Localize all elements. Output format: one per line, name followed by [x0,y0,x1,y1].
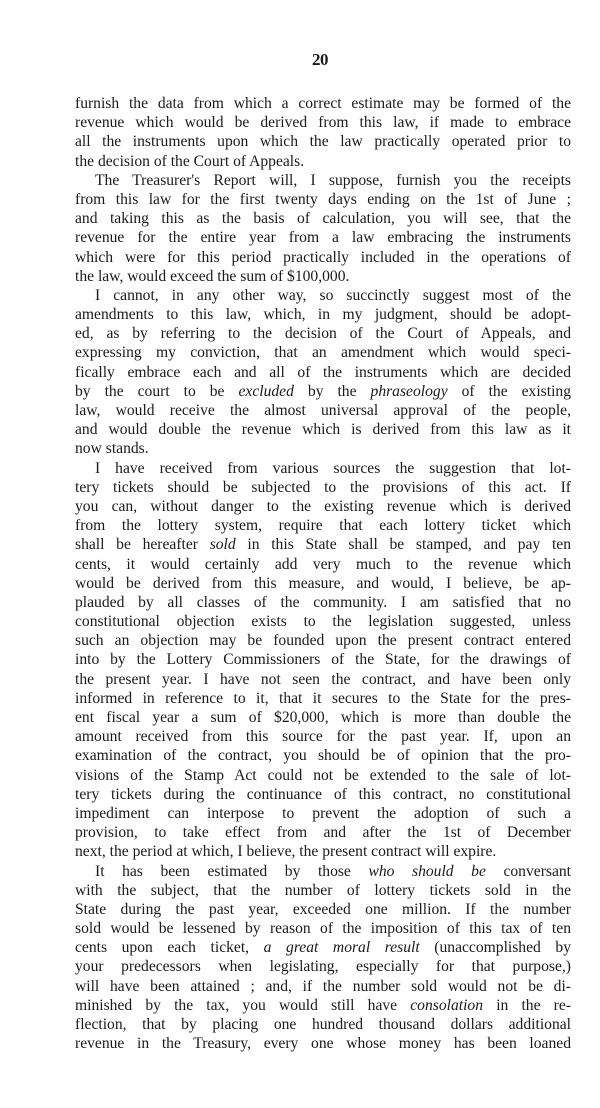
text-line: flection, that by placing one hundred thousand dollars additional [75,1016,571,1033]
paragraph [75,171,571,286]
text-line: State during the past year, exceeded one million. If the number [75,900,571,918]
text-line: tery tickets should be subjected to the provisions of this act. If [75,478,571,496]
text-line: the decision of the Court of Appeals. [75,152,305,170]
text-fragment: of the existing [447,382,571,400]
text-line: revenue which would be derived from this law, if made to embrace [75,114,571,132]
text-fragment: minished by the tax, you would still have [75,996,411,1014]
text-line: all the instruments upon which the law practically operated prior to [75,133,571,151]
text-line: law, would receive the almost universal approval of the people, [75,402,571,419]
text-line: cents, it would certainly add very much to the revenue which [75,555,571,573]
text-line: sold would be lessened by reason of the imposition of this tax of ten [75,920,571,938]
text-line: next, the period at which, I believe, the present contract will expire. [75,843,497,861]
text-line: will have been attained ; and, if the number sold would not be di- [75,977,571,995]
text-line [75,535,571,554]
text-line: tery tickets during the continuance of this contract, no constitutional [75,785,571,803]
text-line: would be derived from this measure, and would, I believe, be ap- [75,574,571,592]
text-line: ed, as by referring to the decision of the Court of Appeals, and [75,325,571,343]
text-line [75,382,571,401]
text-line: informed in reference to it, that it secures to the State for the pres- [75,689,571,707]
text-line: into by the Lottery Commissioners of the State, for the drawings of [75,651,571,669]
italic-phrase: excluded [238,382,294,400]
text-line: from this law for the first twenty days ending on the 1st of June ; [75,190,571,208]
text-line: fically embrace each and all of the instruments which are decided [75,363,571,381]
text-line: The Treasurer's Report will, I suppose, furnish you the receipts [95,171,571,189]
text-fragment: shall be hereafter [75,536,210,554]
text-line: revenue for the entire year from a law embracing the instruments [75,229,571,247]
text-fragment: conversant [485,862,572,880]
text-fragment: in the re- [483,996,571,1014]
text-fragment: It has been estimated by those [95,862,369,880]
text-line: and taking this as the basis of calculation, you will see, that the [75,210,571,228]
page-number: 20 [312,50,328,69]
text-line: with the subject, that the number of lottery tickets sold in the [75,881,571,899]
text-fragment: by the court to be [75,382,239,400]
text-line: which were for this period practically included in the operations of [75,248,571,266]
text-line [75,996,571,1015]
text-line [75,938,571,957]
italic-phrase: phraseology [370,382,448,400]
text-fragment: in this State shall be stamped, and pay ten [235,536,571,554]
text-line: constitutional objection exists to the legislation suggested, unless [75,613,571,631]
italic-phrase: sold [209,536,236,554]
text-line: I have received from various sources the suggestion that lot- [95,459,571,477]
text-line: the law, would exceed the sum of $100,000. [75,267,350,285]
italic-phrase: consolation [410,996,484,1014]
text-line: and would double the revenue which is derived from this law as it [75,421,571,439]
text-line: impediment can interpose to prevent the adoption of such a [75,804,571,822]
text-line: your predecessors when legislating, especially for that purpose,) [75,958,571,976]
text-line: you can, without danger to the existing revenue which is derived [75,497,571,515]
body-text [75,94,571,1053]
text-line: the present year. I have not seen the contract, and have been only [75,670,571,688]
italic-phrase: who should be [368,862,486,880]
paragraph [75,459,571,862]
paragraph [75,286,571,459]
text-line: furnish the data from which a correct estimate may be formed of the [75,95,571,112]
paragraph [75,862,571,1054]
text-line: revenue in the Treasury, every one whose money has been loaned [75,1035,571,1053]
text-fragment: by the [293,382,371,400]
text-line: visions of the Stamp Act could not be extended to the sale of lot- [75,766,571,784]
text-line: such an objection may be founded upon the present contract entered [75,632,571,650]
text-line: ent fiscal year a sum of $20,000, which is more than double the [75,709,571,726]
text-line: plauded by all classes of the community. I am satisfied that no [75,593,571,611]
text-line: amount received from this source for the past year. If, upon an [75,728,571,746]
paragraph [75,94,571,171]
text-fragment: cents upon each ticket, [75,939,264,957]
text-line: now stands. [75,440,149,458]
text-fragment: (unaccomplished by [419,939,571,957]
text-line [75,862,571,881]
text-line: amendments to this law, which, in my judgment, should be adopt- [75,306,571,324]
text-line: I cannot, in any other way, so succinctly suggest most of the [95,286,571,304]
text-line: provision, to take effect from and after the 1st of December [75,824,571,842]
text-line: examination of the contract, you should be of opinion that the pro- [75,747,571,765]
text-line: from the lottery system, require that each lottery ticket which [75,517,571,535]
italic-phrase: a great moral result [263,939,420,957]
text-line: expressing my conviction, that an amendment which would speci- [75,344,571,362]
